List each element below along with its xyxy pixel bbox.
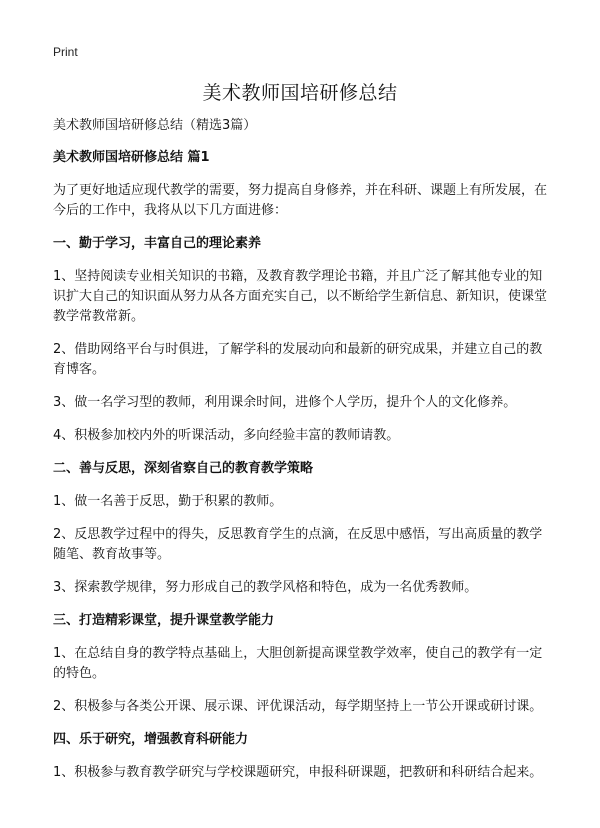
list-item: 1、坚持阅读专业相关知识的书籍，及教育教学理论书籍，并且广泛了解其他专业的知识扩大自己的知识面从努力从各方面充实自己，以不断给学生新信息、新知识，使课堂教学常教常新。 [53,269,548,324]
document-body [53,116,552,796]
list-item: 3、探索教学规律，努力形成自己的教学风格和特色，成为一名优秀教师。 [53,580,478,595]
heading-4: 四、乐于研究，增强教育科研能力 [53,732,249,747]
document-title: 美术教师国培研修总结 [202,82,398,104]
print-link[interactable]: Print [53,45,78,59]
list-item: 2、积极参与各类公开课、展示课、评优课活动，每学期坚持上一节公开课或研讨课。 [53,699,543,714]
list-item: 1、积极参与教育教学研究与学校课题研究，申报科研课题，把教研和科研结合起来。 [53,765,543,780]
list-item: 4、积极参加校内外的听课活动，多向经验丰富的教师请教。 [53,428,400,443]
list-item: 2、反思教学过程中的得失，反思教育学生的点滴，在反思中感悟，写出高质量的教学随笔、教育故事等。 [53,527,543,562]
list-item: 1、在总结自身的教学特点基础上，大胆创新提高课堂教学效率，使自己的教学有一定的特色。 [53,646,543,681]
intro-paragraph: 为了更好地适应现代教学的需要，努力提高自身修养，并在科研、课题上有所发展，在今后的工作中，我将从以下几方面进修： [53,183,548,218]
list-item: 1、做一名善于反思，勤于积累的教师。 [53,494,283,509]
heading-3: 三、打造精彩课堂，提升课堂教学能力 [53,613,275,628]
list-item: 2、借助网络平台与时俱进，了解学科的发展动向和最新的研究成果，并建立自己的教育博客。 [53,342,543,377]
heading-1: 一、勤于学习，丰富自己的理论素养 [53,236,262,251]
section-title: 美术教师国培研修总结 篇1 [53,150,210,165]
heading-2: 二、善与反思，深刻省察自己的教育教学策略 [53,461,314,476]
list-item: 3、做一名学习型的教师，利用课余时间，进修个人学历，提升个人的文化修养。 [53,395,517,410]
document-subtitle: 美术教师国培研修总结（精选3篇） [53,118,257,133]
